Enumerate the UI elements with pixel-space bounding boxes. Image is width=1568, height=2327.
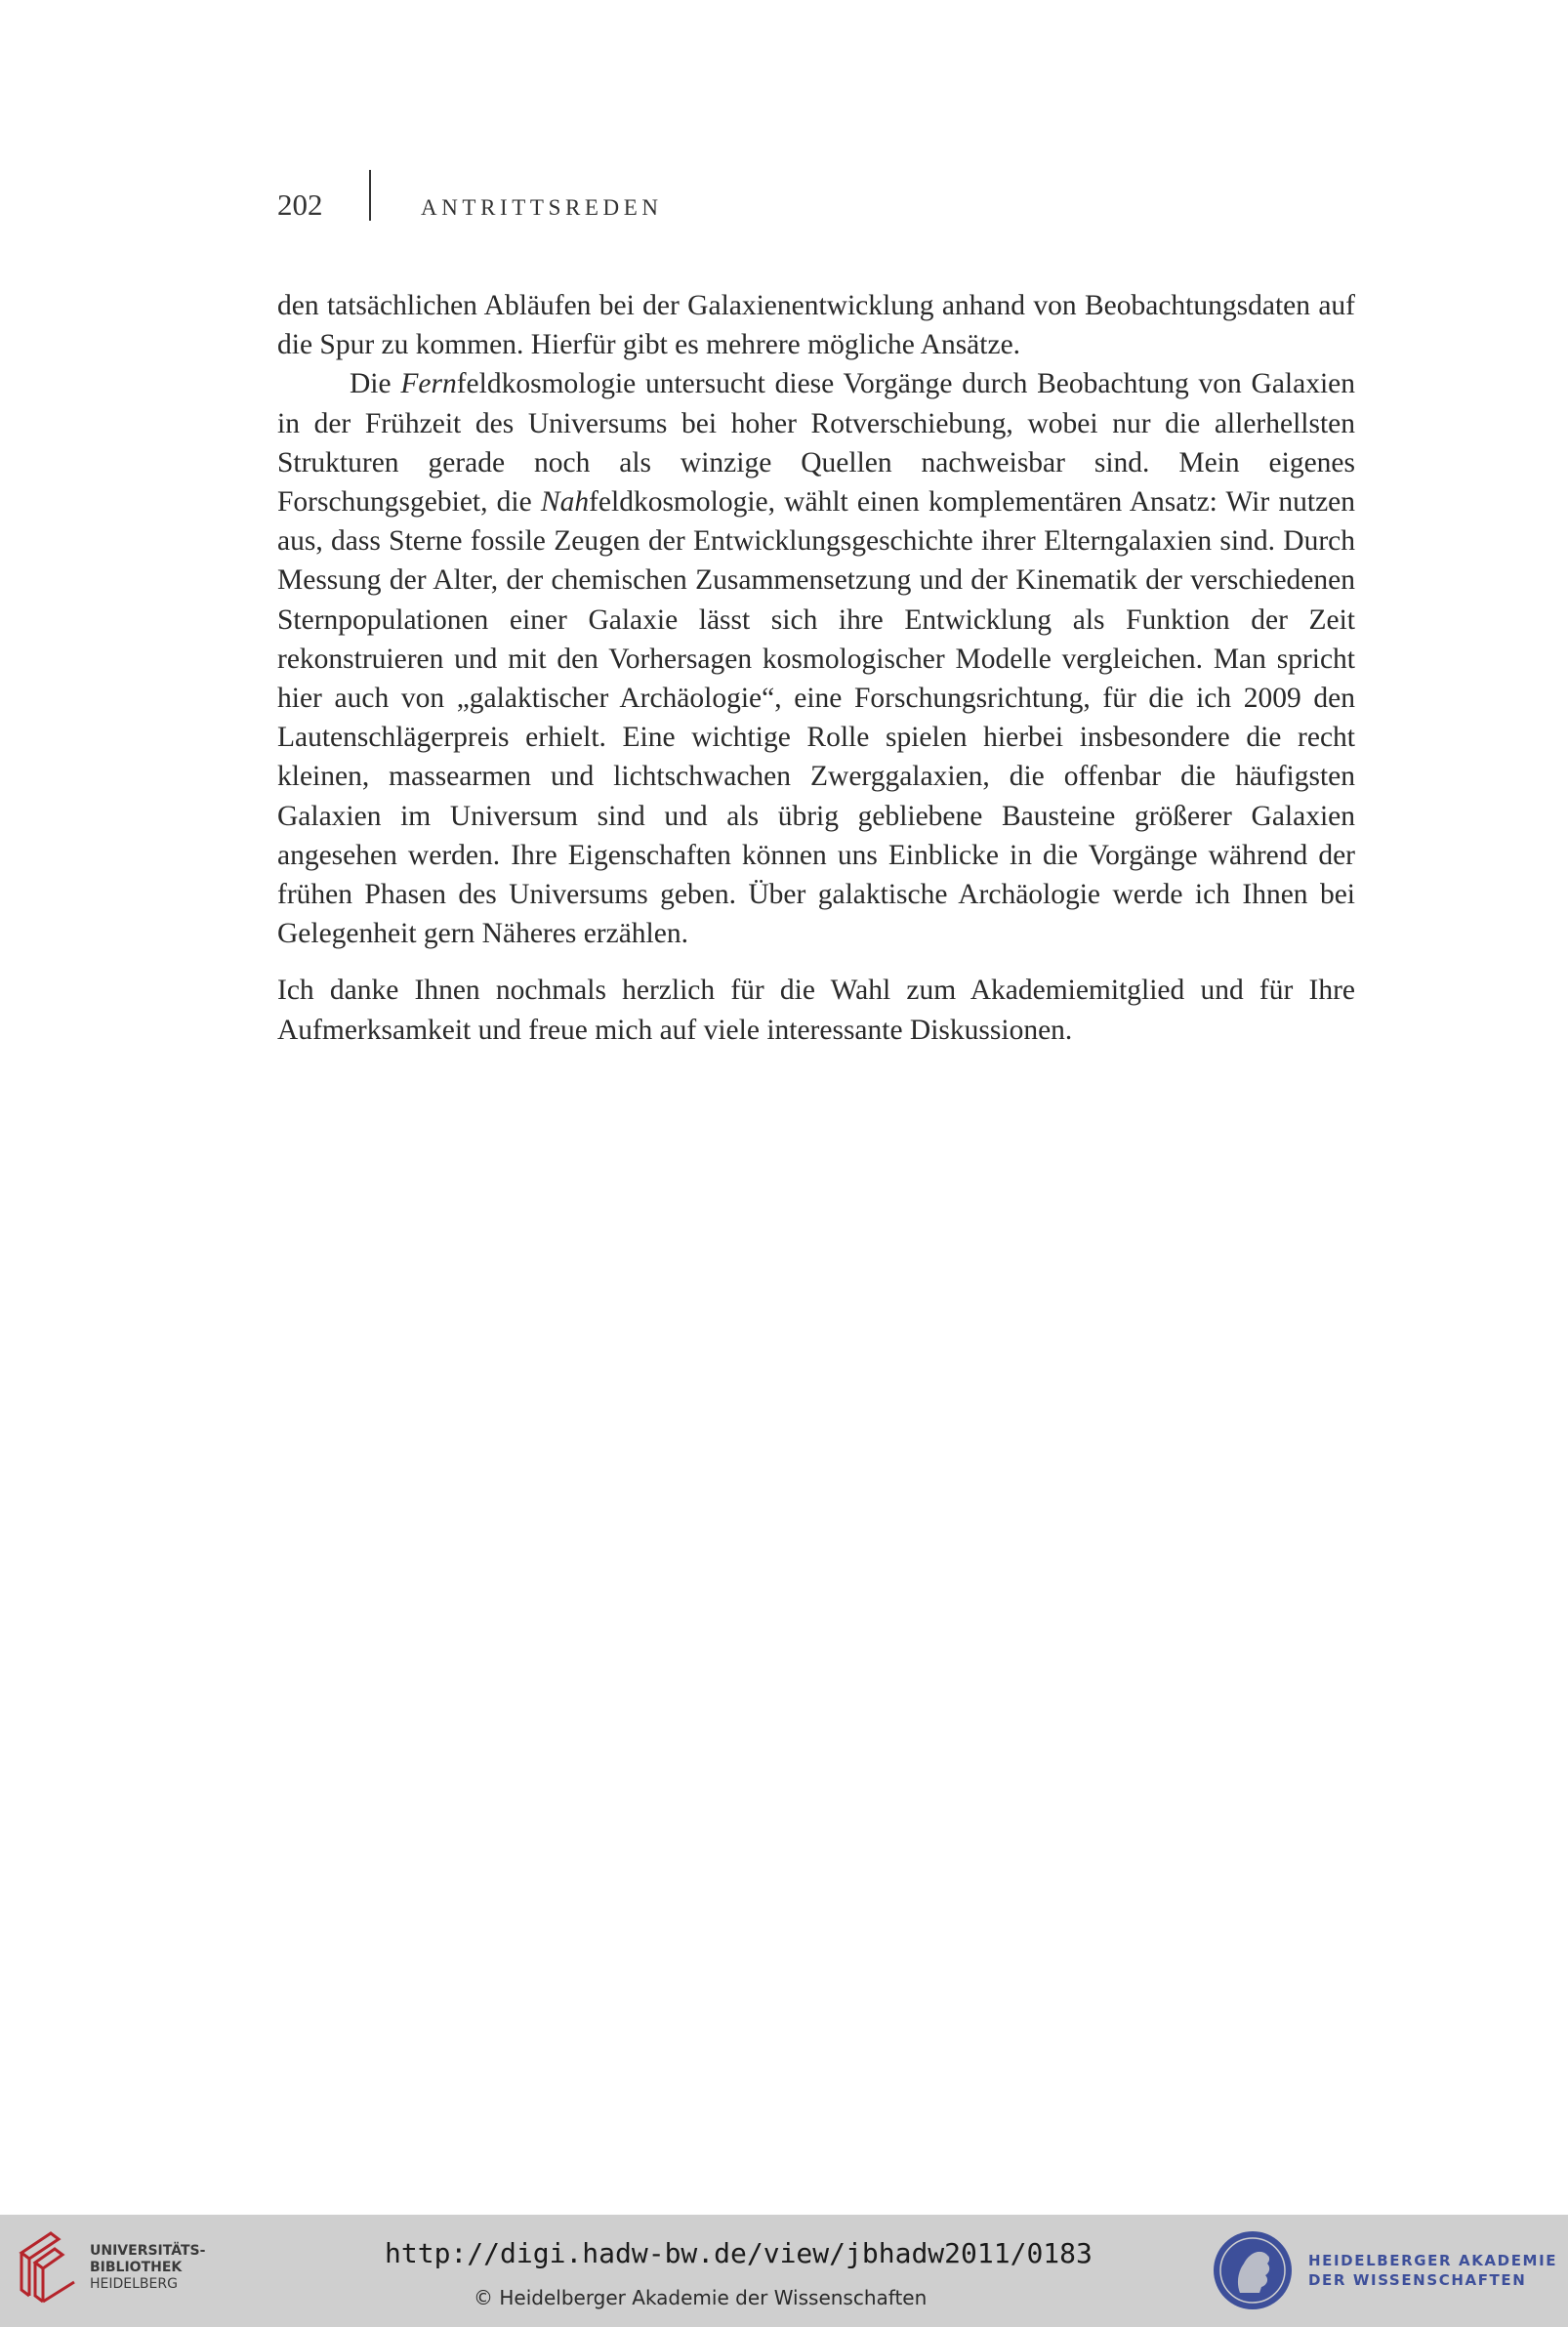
running-head: ANTRITTSREDEN (421, 195, 663, 220)
ub-line-3: HEIDELBERG (90, 2276, 178, 2292)
page-number: 202 (277, 187, 323, 222)
emphasis-nah: Nah (540, 486, 590, 519)
university-library-name (90, 2243, 205, 2293)
university-library-logo-icon (16, 2227, 80, 2306)
paragraph-2-rest: feldkosmologie, wählt einen komplementären Ansatz: Wir nutzen aus, dass Sterne fossile Zeugen der Entwicklungsgeschichte ihrer Elterngalaxien sind. Durch Messung der Alter, der chemischen Zusammensetzung und der Kinematik der verschiedenen Sternpopulationen einer Galaxie lässt sich ihre Entwicklung als Funktion der Zeit rekonstruieren und mit den Vorhersagen kosmologischer Modelle vergleichen. Man spricht hier auch von „galaktischer Archäologie“, eine Forschungsrichtung, für die ich 2009 den Lautenschlägerpreis erhielt. Eine wichtige Rolle spielen hierbei insbesondere die recht kleinen, massearmen und lichtschwachen Zwerggalaxien, die offenbar die häufigsten Galaxien im Universum sind und als übrig gebliebene Bausteine größerer Galaxien angesehen werden. Ihre Eigenschaften können uns Einblicke in die Vorgänge während der frühen Phasen des Universums geben. Über galaktische Archäologie werde ich Ihnen bei Gelegenheit gern Näheres erzählen. (277, 486, 1356, 950)
academy-seal-logo-icon (1211, 2228, 1295, 2312)
paragraph-1: den tatsächlichen Abläufen bei der Galaxienentwicklung anhand von Beobachtungsdaten auf die Spur zu kommen. Hierfür gibt es mehrere mögliche Ansätze. (277, 290, 1355, 361)
paragraph-2 (277, 364, 1355, 953)
copyright-notice: © Heidelberger Akademie der Wissenschaften (474, 2286, 928, 2309)
academy-line-2: DER WISSENSCHAFTEN (1308, 2271, 1527, 2289)
body-text (277, 286, 1355, 1050)
paragraph-3: Ich danke Ihnen nochmals herzlich für die Wahl zum Akademiemitglied und für Ihre Aufmerksamkeit und freue mich auf viele interessante Diskussionen. (277, 975, 1355, 1046)
paragraph-2-prefix: Die (350, 368, 401, 400)
ub-line-2: BIBLIOTHEK (90, 2260, 183, 2275)
permalink-url[interactable]: http://digi.hadw-bw.de/view/jbhadw2011/0183 (385, 2237, 1093, 2269)
academy-line-1: HEIDELBERGER AKADEMIE (1308, 2252, 1558, 2269)
ub-line-1: UNIVERSITÄTS- (90, 2243, 206, 2259)
paragraph-2-mid: feldkosmologie untersucht diese Vorgänge durch Beobachtung von Galaxien in der Frühzeit des Universums bei hoher Rotverschiebung, wobei nur die allerhellsten Strukturen gerade noch als winzige Quellen nachweisbar sind. Mein eigenes Forschungsgebiet, die (277, 368, 1356, 519)
header-divider (369, 170, 371, 221)
footer-bar (0, 2215, 1568, 2327)
emphasis-fern: Fern (400, 368, 457, 400)
academy-name (1308, 2251, 1557, 2290)
